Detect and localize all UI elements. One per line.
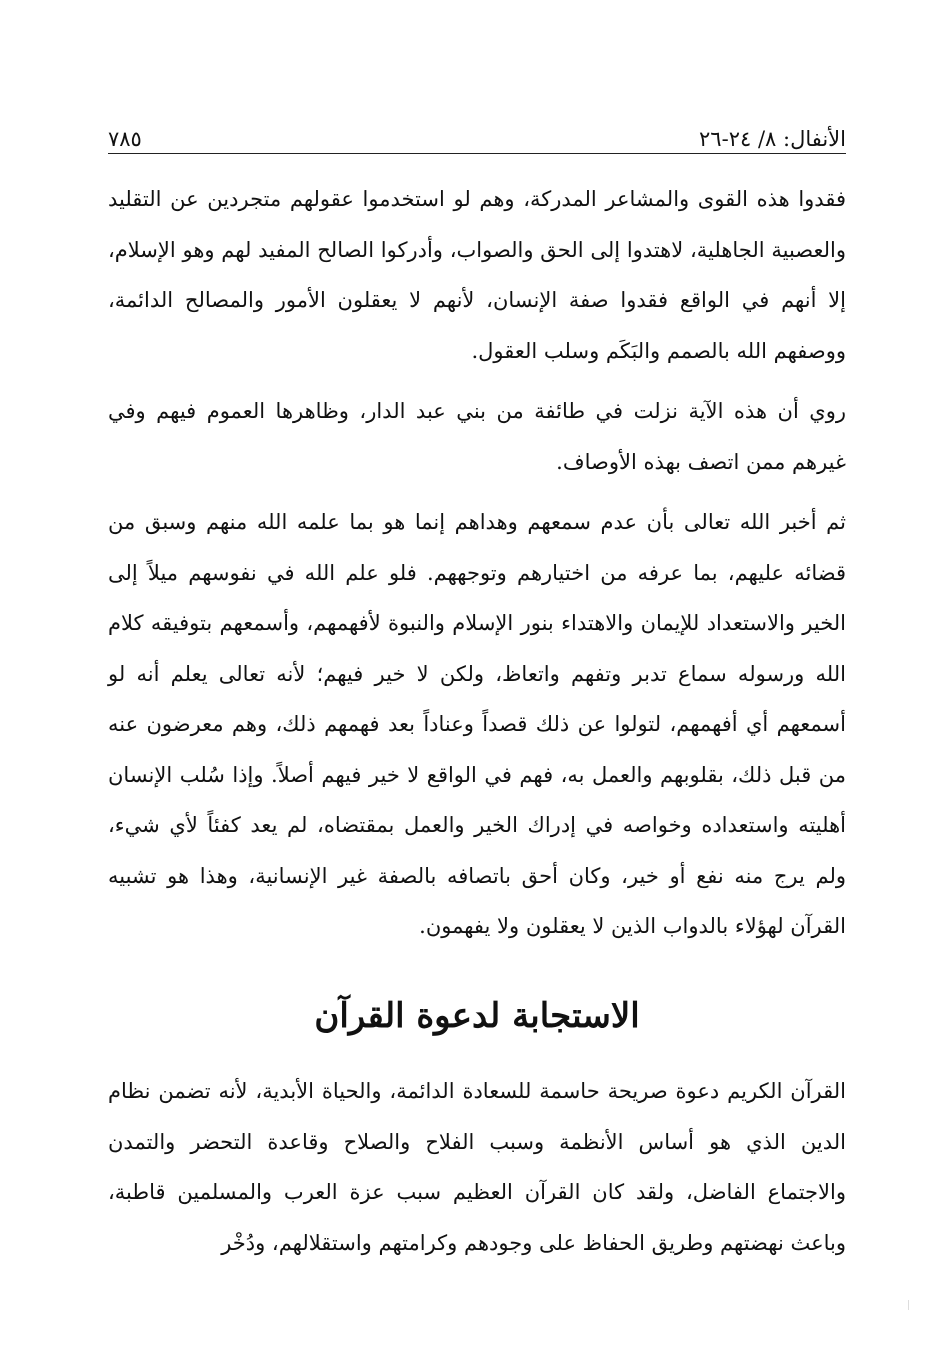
scan-edge-mark: [908, 1300, 909, 1310]
paragraph: روي أن هذه الآية نزلت في طائفة من بني عبد الدار، وظاهرها العموم فيهم وفي غيرهم ممن اتصف بهذه الأوصاف.: [108, 399, 846, 474]
running-title: الأنفال: ٨/ ٢٤-٢٦: [699, 127, 846, 151]
paragraph-spacer: [108, 487, 846, 497]
paragraph: القرآن الكريم دعوة صريحة حاسمة للسعادة الدائمة، والحياة الأبدية، لأنه تضمن نظام الدين الذي هو أساس الأنظمة وسبب الفلاح والصلاح وقاعدة التحضر والتمدن والاجتماع الفاضل، ولقد كان القرآن العظيم سبب عزة العرب والمسلمين قاطبة، وباعث نهضتهم وطريق الحفاظ على وجودهم وكرامتهم واستقلالهم، ودُخْر: [108, 1079, 846, 1255]
running-header: [108, 118, 846, 154]
page-number: ٧٨٥: [108, 127, 142, 151]
header-divider: [108, 153, 846, 154]
section-heading: الاستجابة لدعوة القرآن: [314, 996, 640, 1036]
paragraph: ثم أخبر الله تعالى بأن عدم سمعهم وهداهم إنما هو بما علمه الله منهم وسبق من قضائه عليهم، بما عرفه من اختيارهم وتوجههم. فلو علم الله في نفوسهم ميلاً إلى الخير والاستعداد للإيمان والاهتداء بنور الإسلام والنبوة لأفهمهم، وأسمعهم بتوفيقه كلام الله ورسوله سماع تدبر وتفهم واتعاظ، ولكن لا خير فيهم؛ لأنه تعالى يعلم أنه لو أسمعهم أي أفهمهم، لتولوا عن ذلك قصداً وعناداً بعد فهمهم ذلك، وهم معرضون عنه من قبل ذلك، بقلوبهم والعمل به، فهم في الواقع لا خير فيهم أصلاً. وإذا سُلب الإنسان أهليته واستعداده وخواصه في إدراك الخير والعمل بمقتضاه، لم يعد كفئاً لأي شيء، ولم يرج منه نفع أو خير، وكان أحق باتصافه بالصفة غير الإنسانية، وهذا هو تشبيه القرآن لهؤلاء بالدواب الذين لا يعقلون ولا يفهمون.: [108, 510, 846, 938]
paragraph: فقدوا هذه القوى والمشاعر المدركة، وهم لو استخدموا عقولهم متجردين عن التقليد والعصبية الجاهلية، لاهتدوا إلى الحق والصواب، وأدركوا الصالح المفيد لهم وهو الإسلام، إلا أنهم في الواقع فقدوا صفة الإنسان، لأنهم لا يعقلون الأمور والمصالح الدائمة، ووصفهم الله بالصمم والبَكَم وسلب العقول.: [108, 187, 846, 363]
paragraph-spacer: [108, 376, 846, 386]
main-text: [108, 174, 846, 952]
section-text: [108, 1066, 846, 1268]
